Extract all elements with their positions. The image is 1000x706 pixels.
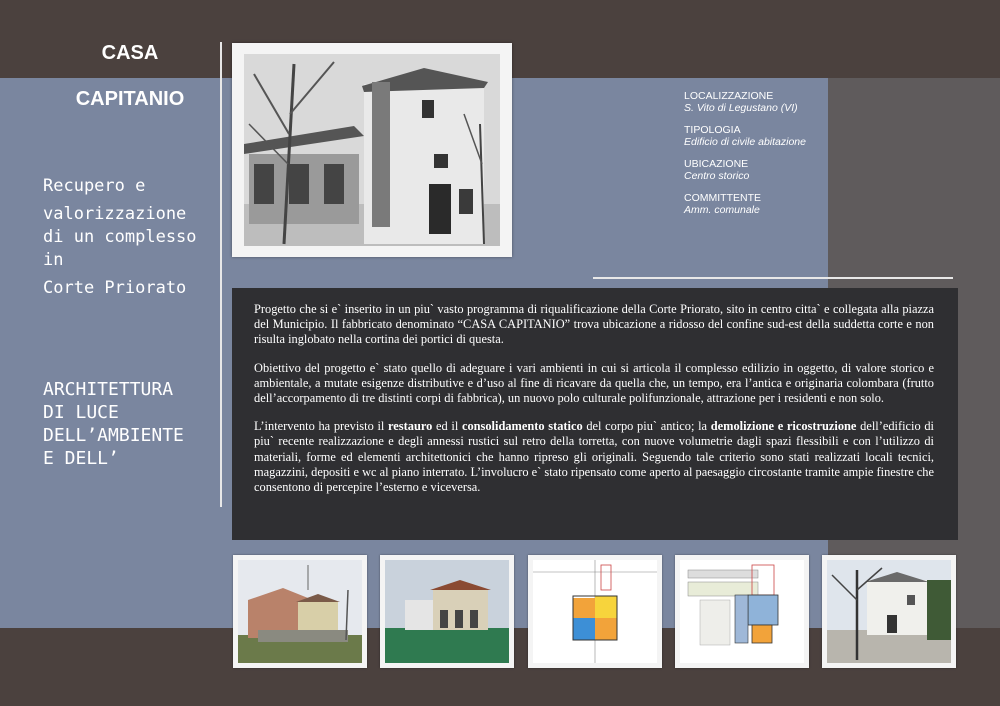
thumbnail-floor-plan-2 [675,555,809,668]
info-label: UBICAZIONE [684,158,749,170]
text-run: L’intervento ha previsto il [254,419,389,434]
subtitle-line: Recupero e [43,176,146,196]
historic-house-photo [244,54,500,246]
bold-term-demolizione: demolizione e ricostruzione [710,419,857,434]
description-paragraph-2: Obiettivo del progetto e` stato quello di adeguare i vari ambienti in cui si articola il complesso edilizio in oggetto, di valore storico e ambientale, a mutate esigenze distributive e d’uso al fine di ricavare da quella che, un tempo, era l’antica e originaria colombara (frutto dell’accorpamento di tre distinti corpi di fabbrica), un nuovo polo culturale polifunzionale, attrazione per i residenti e non solo. [254,360,934,406]
exterior-photo-image [238,560,362,663]
info-ubicazione [684,158,824,182]
rendering-image [385,560,509,663]
title-line-1: CASA [101,42,159,64]
info-value: Amm. comunale [684,204,760,216]
description-box [232,288,958,540]
thumbnail-courtyard-photo [822,555,956,668]
info-value: Edificio di civile abitazione [684,136,806,148]
bold-term-consolidamento: consolidamento statico [461,419,583,434]
section-heading [43,378,223,470]
info-tipologia [684,124,824,148]
left-panel [0,78,232,628]
text-run: dell’edificio di piu` recente realizzazione e degli annessi rustici sul retro della torretta, con nuove volumetrie dagli spazi flessibili e con l’utilizzo di materiali, forme ed elementi architettonici che hanno ripreso gli originali. Seguendo tale criterio sono stati realizzati locali tecnici, magazzini, depositi e wc al piano interrato. L’involucro e` stato ripensato come aperto al paesaggio circostante tramite ampie finestre che consentono di percepire l’esterno e viceversa. [254,419,934,495]
info-committente [684,192,824,216]
courtyard-photo-image [827,560,951,663]
thumbnail-rendering [380,555,514,668]
description-paragraph-1: Progetto che si e` inserito in un piu` vasto programma di riqualificazione della Corte Priorato, sito in centro citta` e collegata alla piazza del Municipio. Il fabbricato denominato “CASA CAPITANIO” trova ubicazione a ridosso del confine sud-est della suddetta corte e non risulta inglobato nella cortina dei portici di questa. [254,302,934,347]
bold-term-restauro: restauro [388,419,433,434]
title-line-2: CAPITANIO [75,88,185,110]
floor-plan-2-image [680,560,804,663]
subtitle-line: in [43,250,64,270]
section-line: DELL’AMBIENTE [43,425,184,446]
description-paragraph-3 [254,419,934,495]
info-value: Centro storico [684,170,750,182]
subtitle-line: Corte Priorato [43,278,187,298]
horizontal-divider [593,277,953,279]
section-line: E DELL’ [43,448,119,469]
info-label: LOCALIZZAZIONE [684,90,774,102]
main-historic-photo [232,43,512,257]
section-line: ARCHITETTURA [43,379,174,400]
subtitle [43,172,223,302]
text-run: del corpo piu` antico; la [582,419,711,434]
description-text [254,302,934,508]
floor-plan-1-image [533,560,657,663]
text-run: ed il [432,419,462,434]
thumbnail-exterior-photo [233,555,367,668]
info-value: S. Vito di Legustano (VI) [684,102,798,114]
info-label: COMMITTENTE [684,192,761,204]
info-localizzazione [684,90,824,114]
subtitle-line: valorizzazione [43,204,187,224]
subtitle-line: di un complesso [43,227,197,247]
info-label: TIPOLOGIA [684,124,741,136]
section-line: DI LUCE [43,402,119,423]
project-info [684,90,824,226]
thumbnail-floor-plan-1 [528,555,662,668]
